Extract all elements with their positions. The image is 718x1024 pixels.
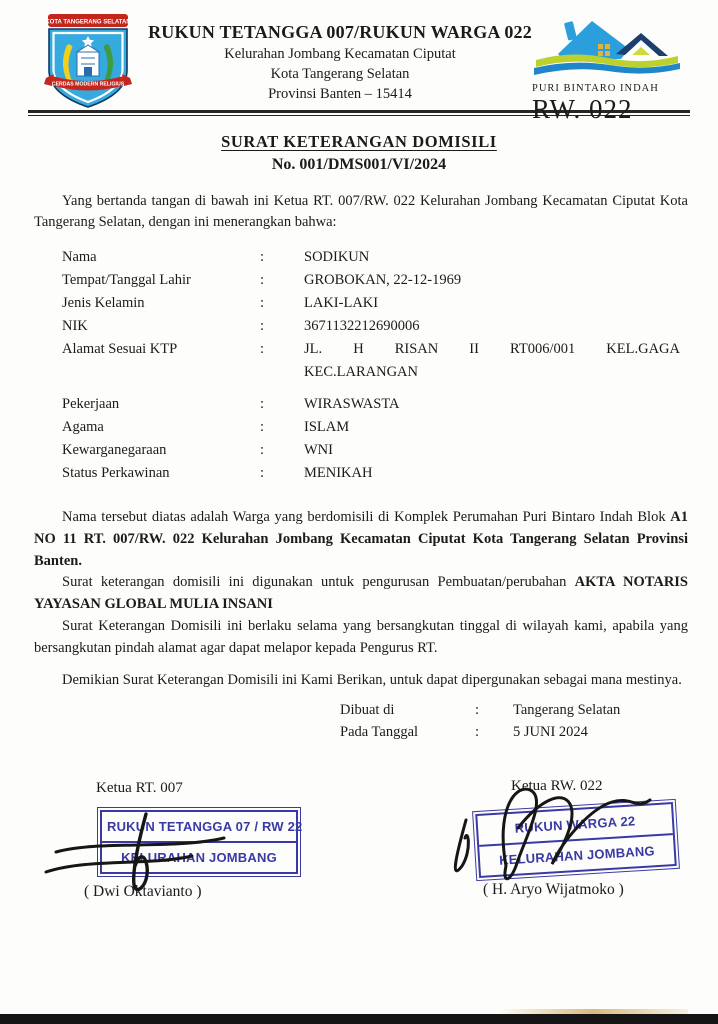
emblem-motto-text: CERDAS MODERN RELIGIUS: [51, 81, 125, 88]
field-row-ttl: [62, 269, 688, 292]
signer-title-rt: Ketua RT. 007: [96, 780, 183, 796]
rw-stamp-line-2: KELURAHAN JOMBANG: [498, 843, 656, 868]
document-title: SURAT KETERANGAN DOMISILI: [221, 132, 497, 151]
field-value: ISLAM: [304, 419, 350, 436]
domicile-paragraph-bold: A1 NO 11 RT. 007/RW. 022 Kelurahan Jombang Kecamatan Ciputat Kota Tangerang Selatan Provinsi Banten.: [34, 509, 688, 569]
field-colon: :: [260, 341, 265, 358]
org-kota: Kota Tangerang Selatan: [270, 66, 410, 83]
identity-fields: [62, 246, 688, 485]
field-label: Tempat/Tanggal Lahir: [62, 272, 191, 289]
field-row-kewarganegaraan: [62, 439, 688, 462]
domicile-paragraph-text: Nama tersebut diatas adalah Warga yang berdomisili di Komplek Perumahan Puri Bintaro Indah Blok: [62, 509, 671, 526]
validity-paragraph: Surat Keterangan Domisili ini berlaku selama yang bersangkutan tinggal di wilayah kami, apabila yang bersangkutan pindah alamat agar dapat melapor kepada Pengurus RT.: [34, 617, 688, 656]
org-name: RUKUN TETANGGA 007/RUKUN WARGA 022: [148, 22, 532, 42]
rt-stamp-line-1: RUKUN TETANGGA 07 / RW 22: [102, 812, 296, 843]
issued-place-row: [340, 699, 688, 721]
field-value: SODIKUN: [304, 249, 370, 266]
purpose-paragraph: [34, 572, 688, 616]
rt-stamp: [100, 810, 303, 874]
org-kelurahan: Kelurahan Jombang Kecamatan Ciputat: [224, 46, 456, 63]
photo-bottom-edge: [0, 1014, 718, 1024]
signature-block-rt: [60, 780, 310, 901]
purpose-paragraph-text: Surat keterangan domisili ini digunakan untuk pengurusan Pembuatan/perubahan: [62, 574, 575, 591]
rt-stamp-line-2: KELURAHAN JOMBANG: [121, 850, 277, 865]
field-colon: :: [260, 442, 265, 459]
signer-name-rw: ( H. Aryo Wijatmoko ): [483, 881, 624, 898]
field-colon: :: [260, 295, 265, 312]
field-colon: :: [475, 724, 480, 741]
document-number: No. 001/DMS001/VI/2024: [271, 156, 447, 174]
issued-date-label: Pada Tanggal: [340, 724, 419, 741]
org-provinsi: Provinsi Banten – 15414: [268, 86, 412, 103]
field-row-jenis-kelamin: [62, 292, 688, 315]
field-colon: :: [260, 465, 265, 482]
issued-date-row: [340, 721, 688, 743]
letterhead: [0, 0, 718, 124]
field-colon: :: [260, 419, 265, 436]
field-label: Pekerjaan: [62, 396, 120, 413]
field-value: WIRASWASTA: [304, 396, 400, 413]
signature-block-rw: [455, 778, 705, 899]
field-value: LAKI-LAKI: [304, 295, 379, 312]
field-label: Nama: [62, 249, 97, 266]
field-value: 3671132212690006: [304, 318, 420, 335]
field-label: Agama: [62, 419, 104, 436]
field-label: Status Perkawinan: [62, 465, 170, 482]
signer-title-rw: Ketua RW. 022: [511, 778, 603, 794]
address-line-1: JL. H RISAN II RT006/001 KEL.GAGA: [304, 341, 680, 358]
rw-stamp-line-1: RUKUN WARGA 22: [477, 804, 673, 847]
field-value: GROBOKAN, 22-12-1969: [304, 272, 462, 289]
city-emblem: [40, 12, 148, 117]
issuance-block: [340, 699, 688, 743]
field-label: Alamat Sesuai KTP: [62, 341, 178, 358]
signer-name-rt: ( Dwi Oktavianto ): [84, 883, 202, 900]
estate-logo-block: [532, 12, 692, 123]
field-label: Kewarganegaraan: [62, 442, 167, 459]
letterhead-text: [148, 12, 532, 104]
field-row-agama: [62, 416, 688, 439]
field-label: NIK: [62, 318, 88, 335]
puri-bintaro-indah-logo-icon: [532, 14, 682, 76]
estate-name: PURI BINTARO INDAH: [532, 83, 659, 94]
field-row-status-perkawinan: [62, 462, 688, 485]
field-row-pekerjaan: [62, 393, 688, 416]
field-colon: :: [475, 702, 480, 719]
field-row-nik: [62, 315, 688, 338]
field-colon: :: [260, 272, 265, 289]
field-row-nama: [62, 246, 688, 269]
issued-place-label: Dibuat di: [340, 702, 395, 719]
estate-rw-number: RW. 022: [532, 93, 633, 124]
closing-paragraph: Demikian Surat Keterangan Domisili ini Kami Berikan, untuk dapat dipergunakan sebagai mana mestinya.: [62, 672, 682, 689]
domicile-paragraph: [34, 507, 688, 572]
field-colon: :: [260, 249, 265, 266]
field-row-alamat: [62, 338, 688, 384]
issued-place-value: Tangerang Selatan: [513, 702, 621, 719]
purpose-paragraph-bold: AKTA NOTARIS YAYASAN GLOBAL MULIA INSANI: [34, 574, 688, 613]
address-line-2: KEC.LARANGAN: [304, 364, 418, 381]
field-label: Jenis Kelamin: [62, 295, 145, 312]
emblem-banner-text: KOTA TANGERANG SELATAN: [45, 19, 131, 26]
field-value: MENIKAH: [304, 465, 373, 482]
tangerang-selatan-emblem-icon: [40, 12, 136, 112]
field-value: WNI: [304, 442, 333, 459]
intro-paragraph: Yang bertanda tangan di bawah ini Ketua RT. 007/RW. 022 Kelurahan Jombang Kecamatan Ciputat Kota Tangerang Selatan, dengan ini menerangkan bahwa:: [34, 192, 688, 231]
issued-date-value: 5 JUNI 2024: [513, 724, 588, 741]
field-colon: :: [260, 318, 265, 335]
field-value: [304, 338, 688, 384]
field-colon: :: [260, 396, 265, 413]
rw-stamp: [475, 802, 677, 878]
